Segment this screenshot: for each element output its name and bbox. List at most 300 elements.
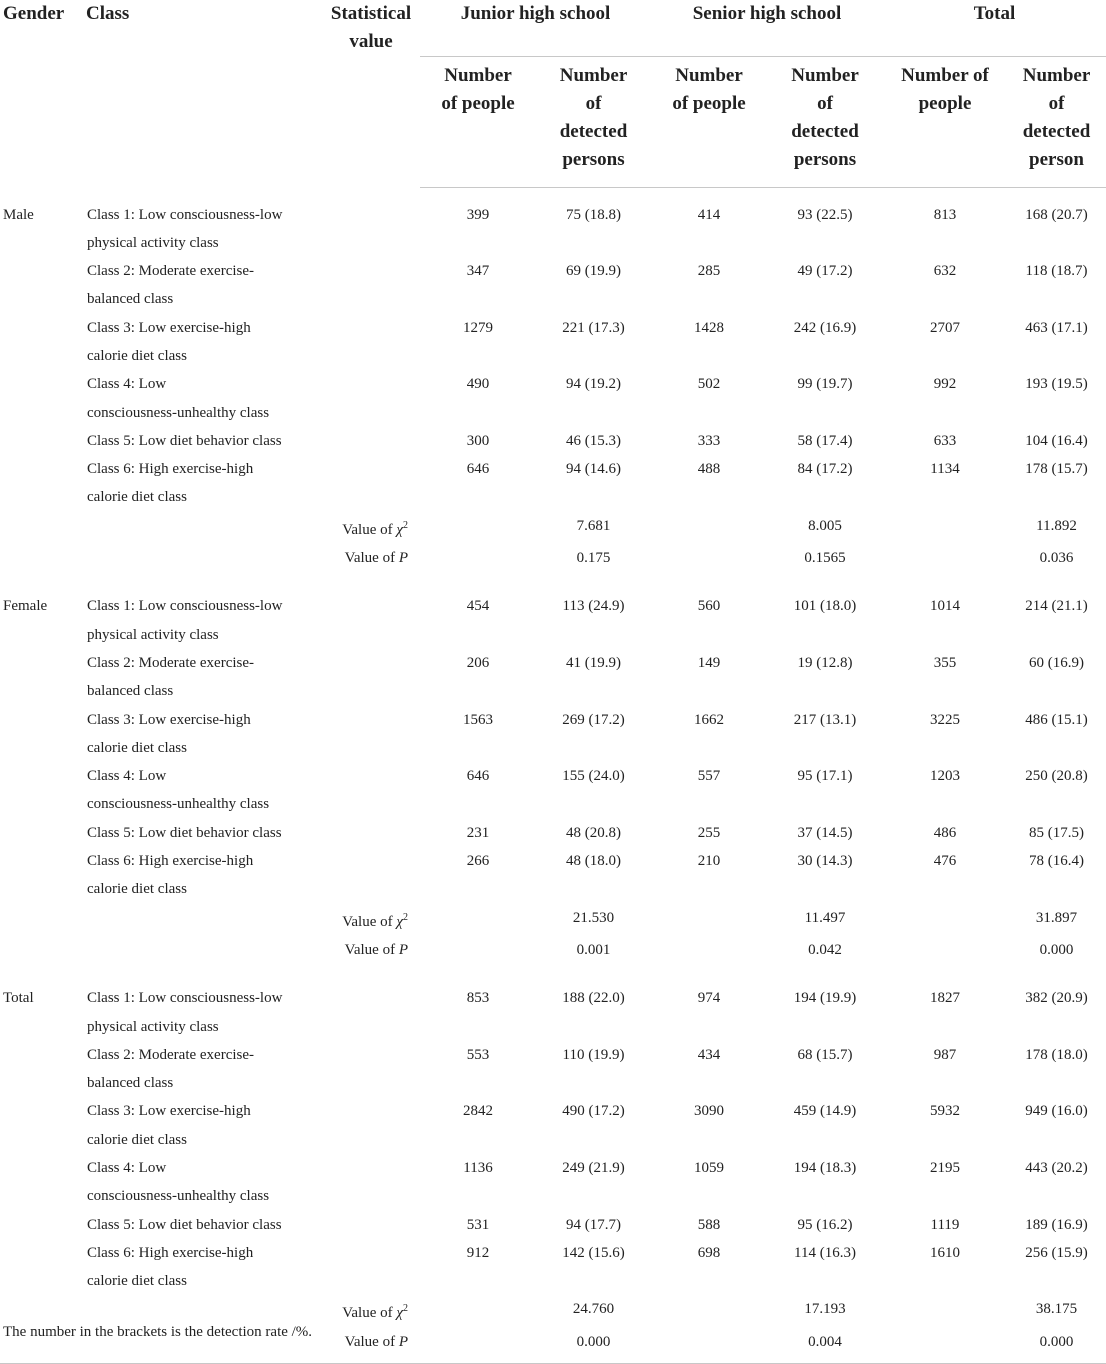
value-cell-jd: 48 (18.0) (566, 853, 621, 870)
class-line: physical activity class (87, 1018, 219, 1035)
class-line: Class 1: Low consciousness-low (87, 990, 283, 1007)
header-class: Class (86, 3, 130, 24)
chi-square-label (322, 512, 420, 544)
chi-total: 38.175 (1035, 1301, 1078, 1318)
chi-square-row (0, 904, 1106, 936)
gender-cell (0, 1239, 86, 1296)
empty-cell (883, 512, 1007, 544)
value-cell-sd: 93 (22.5) (797, 207, 853, 223)
value-cell-jd: 490 (17.2) (562, 1103, 625, 1120)
empty-cell (651, 1295, 767, 1327)
value-cell-jd: 113 (24.9) (562, 598, 625, 615)
value-cell-tn: 633 (933, 432, 957, 449)
value-cell-tn: 3225 (930, 711, 960, 728)
class-line: Class 4: Low (87, 376, 167, 393)
class-line: calorie diet class (87, 1131, 187, 1148)
value-cell-tn: 2195 (930, 1160, 960, 1176)
class-line: Class 6: High exercise-high (87, 1244, 254, 1261)
value-cell-jd: 188 (22.0) (562, 990, 625, 1007)
chi-senior: 17.193 (804, 1301, 846, 1318)
empty-cell (420, 1295, 536, 1327)
value-cell-tn: 987 (933, 1046, 957, 1063)
stat-cell (322, 188, 420, 258)
value-cell-sd: 194 (19.9) (793, 990, 857, 1007)
chi-total: 31.897 (1035, 909, 1078, 926)
gender-cell (0, 455, 86, 512)
value-cell-td: 382 (20.9) (1025, 990, 1088, 1007)
chi-senior: 11.497 (804, 909, 846, 926)
p-junior: 0.175 (576, 550, 611, 567)
value-cell-jn: 1563 (463, 711, 493, 728)
value-cell-jn: 1279 (463, 319, 493, 336)
stat-cell (322, 762, 420, 819)
value-cell-td: 85 (17.5) (1029, 824, 1084, 841)
p-total: 0.000 (1007, 1328, 1106, 1364)
chi-senior: 8.005 (808, 517, 842, 534)
value-cell-sn: 333 (697, 432, 721, 449)
value-cell-jn: 454 (466, 598, 490, 615)
stat-cell (322, 1154, 420, 1211)
subheader-sn (651, 57, 767, 188)
value-cell-sn: 285 (697, 263, 721, 280)
value-cell-td: 193 (19.5) (1025, 376, 1088, 393)
class-line: balanced class (87, 291, 174, 308)
gender-cell (0, 1097, 86, 1154)
value-cell-jn: 2842 (463, 1103, 493, 1120)
value-cell-sn: 557 (697, 768, 721, 785)
value-cell-jd: 46 (15.3) (566, 432, 621, 449)
p-total: 0.000 (1039, 941, 1074, 958)
stat-cell (322, 1097, 420, 1154)
value-cell-jd: 221 (17.3) (562, 319, 625, 336)
class-line: Class 4: Low (87, 768, 167, 785)
class-cell (86, 1211, 322, 1239)
class-cell (86, 1041, 322, 1098)
subheader-line: of people (672, 93, 746, 114)
value-cell-sn: 210 (697, 853, 721, 870)
chi-square-label (322, 1295, 420, 1327)
chi-symbol: χ (396, 1305, 403, 1322)
value-cell-sn: 255 (697, 824, 721, 841)
chi-superscript: 2 (403, 519, 408, 531)
header-stat-line2: value (349, 31, 393, 52)
value-cell-sn: 149 (697, 654, 721, 671)
empty-cell (420, 1328, 536, 1364)
table-footnote: The number in the brackets is the detection rate /%. (3, 1324, 313, 1340)
value-cell-sd: 194 (18.3) (793, 1160, 857, 1176)
class-line: physical activity class (87, 234, 219, 251)
value-cell-sd: 459 (14.9) (793, 1103, 857, 1120)
subheader-tn (883, 57, 1007, 188)
empty-cell (86, 544, 322, 579)
class-line: Class 6: High exercise-high (87, 461, 254, 478)
p-value-label (322, 936, 420, 971)
value-cell-sd: 217 (13.1) (793, 711, 857, 728)
empty-cell (420, 544, 536, 579)
gender-cell (0, 427, 86, 455)
value-cell-jn: 399 (466, 207, 490, 223)
value-cell-sd: 30 (14.3) (797, 853, 853, 870)
subheader-line: of (585, 93, 602, 114)
class-cell (86, 257, 322, 314)
class-line: Class 2: Moderate exercise- (87, 654, 255, 671)
value-cell-sd: 101 (18.0) (793, 598, 857, 615)
p-junior: 0.000 (536, 1328, 651, 1364)
stat-cell (322, 579, 420, 649)
value-cell-tn: 632 (933, 263, 957, 280)
empty-cell (651, 904, 767, 936)
class-line: Class 5: Low diet behavior class (87, 432, 282, 449)
value-cell-jd: 142 (15.6) (562, 1244, 625, 1261)
value-cell-jn: 266 (466, 853, 490, 870)
empty-cell (420, 512, 536, 544)
value-cell-sn: 488 (697, 461, 721, 478)
subheader-line: of (817, 93, 833, 114)
gender-cell (0, 1154, 86, 1211)
value-cell-td: 486 (15.1) (1025, 711, 1088, 728)
stat-cell (322, 257, 420, 314)
value-cell-tn: 355 (933, 654, 957, 671)
header-total: Total (883, 0, 1106, 57)
header-stat-line1: Statistical (330, 3, 412, 24)
empty-cell (420, 904, 536, 936)
empty-cell (651, 512, 767, 544)
p-senior: 0.004 (767, 1328, 883, 1364)
class-cell (86, 649, 322, 706)
value-cell-td: 250 (20.8) (1025, 768, 1088, 785)
empty-cell (883, 936, 1007, 971)
class-cell (86, 1239, 322, 1296)
value-cell-sd: 95 (17.1) (797, 768, 853, 785)
value-cell-tn: 813 (933, 207, 957, 223)
class-line: Class 1: Low consciousness-low (87, 206, 283, 223)
empty-cell (651, 936, 767, 971)
value-cell-jn: 646 (466, 461, 490, 478)
empty-cell (883, 1295, 1007, 1327)
table-row (0, 971, 1106, 1041)
class-cell (86, 706, 322, 763)
value-cell-jn: 206 (466, 654, 490, 671)
gender-cell: Total (3, 990, 34, 1007)
subheader-line: Number (559, 65, 628, 86)
table-row (0, 762, 1106, 819)
value-cell-td: 178 (18.0) (1025, 1046, 1088, 1063)
p-prefix: Value of (344, 941, 396, 958)
value-cell-sn: 588 (697, 1216, 721, 1233)
value-cell-td: 256 (15.9) (1025, 1244, 1088, 1261)
class-line: calorie diet class (87, 489, 187, 506)
empty-cell (86, 936, 322, 971)
gender-cell (0, 314, 86, 371)
empty-cell (0, 512, 86, 544)
value-cell-td: 214 (21.1) (1025, 598, 1088, 615)
chi-symbol: χ (396, 521, 403, 538)
value-cell-td: 104 (16.4) (1025, 432, 1088, 449)
table-header (0, 0, 1106, 188)
class-line: consciousness-unhealthy class (87, 404, 270, 421)
subheader-line: people (918, 93, 972, 114)
table-row (0, 370, 1106, 427)
value-cell-jn: 300 (466, 432, 490, 449)
p-prefix: Value of (344, 1333, 396, 1350)
p-value-row (0, 544, 1106, 579)
gender-cell (0, 762, 86, 819)
value-cell-sd: 99 (19.7) (797, 376, 853, 393)
stat-cell (322, 314, 420, 371)
p-value-row (0, 936, 1106, 971)
stat-cell (322, 706, 420, 763)
stat-cell (322, 427, 420, 455)
subheader-jn (420, 57, 536, 188)
value-cell-tn: 1014 (930, 598, 960, 615)
value-cell-tn: 476 (933, 853, 957, 870)
value-cell-jd: 69 (19.9) (566, 263, 621, 280)
gender-cell (0, 706, 86, 763)
value-cell-td: 60 (16.9) (1029, 654, 1084, 671)
value-cell-jd: 269 (17.2) (562, 711, 625, 728)
class-line: calorie diet class (87, 739, 187, 756)
stat-cell (322, 1041, 420, 1098)
subheader-line: Number of (901, 65, 989, 86)
table-body (0, 188, 1106, 1364)
gender-cell: Female (3, 598, 48, 615)
value-cell-td: 949 (16.0) (1025, 1103, 1088, 1120)
subheader-line: Number (791, 65, 859, 86)
chi-symbol: χ (396, 913, 403, 930)
value-cell-jd: 75 (18.8) (566, 207, 621, 223)
p-symbol: P (398, 941, 408, 958)
empty-cell (883, 904, 1007, 936)
class-line: calorie diet class (87, 1273, 187, 1290)
chi-prefix: Value of (342, 913, 393, 930)
gender-cell (0, 1041, 86, 1098)
class-cell (86, 819, 322, 847)
p-junior: 0.001 (576, 941, 611, 958)
table-row (0, 649, 1106, 706)
empty-cell (0, 544, 86, 579)
subheader-line: of (1048, 93, 1065, 114)
class-line: Class 2: Moderate exercise- (87, 263, 255, 280)
gender-cell (0, 370, 86, 427)
empty-cell (651, 544, 767, 579)
subheader-line: detected (791, 121, 859, 142)
p-total: 0.036 (1039, 550, 1074, 567)
value-cell-td: 189 (16.9) (1025, 1216, 1088, 1233)
value-cell-sd: 68 (15.7) (797, 1046, 853, 1063)
empty-cell (651, 1328, 767, 1364)
value-cell-sn: 3090 (694, 1103, 724, 1120)
class-line: Class 3: Low exercise-high (87, 319, 251, 336)
value-cell-sn: 434 (697, 1046, 721, 1063)
class-line: Class 5: Low diet behavior class (87, 824, 282, 841)
gender-cell (0, 649, 86, 706)
value-cell-sd: 19 (12.8) (797, 654, 853, 671)
value-cell-tn: 992 (933, 376, 957, 393)
class-line: Class 3: Low exercise-high (87, 1103, 251, 1120)
class-cell (86, 455, 322, 512)
stat-cell (322, 370, 420, 427)
value-cell-sd: 84 (17.2) (797, 461, 853, 478)
gender-cell (0, 1211, 86, 1239)
value-cell-jd: 110 (19.9) (562, 1046, 625, 1063)
value-cell-jd: 94 (14.6) (566, 461, 621, 478)
table-row (0, 706, 1106, 763)
class-line: Class 6: High exercise-high (87, 853, 254, 870)
gender-cell (0, 819, 86, 847)
class-line: balanced class (87, 1075, 174, 1092)
chi-superscript: 2 (403, 1303, 408, 1315)
value-cell-jn: 646 (466, 768, 490, 785)
value-cell-sn: 1428 (694, 319, 724, 336)
subheader-jd (536, 57, 651, 188)
chi-prefix: Value of (342, 1305, 393, 1322)
subheader-line: person (1029, 149, 1084, 170)
stat-cell (322, 455, 420, 512)
stat-cell (322, 1211, 420, 1239)
table-row (0, 455, 1106, 512)
p-symbol: P (398, 550, 408, 567)
class-cell (86, 847, 322, 904)
class-line: Class 1: Low consciousness-low (87, 598, 283, 615)
class-line: consciousness-unhealthy class (87, 796, 270, 813)
table-row (0, 1211, 1106, 1239)
p-prefix: Value of (344, 550, 396, 567)
class-line: Class 3: Low exercise-high (87, 711, 251, 728)
class-line: Class 4: Low (87, 1160, 167, 1176)
class-cell (86, 1154, 322, 1211)
class-line: Class 2: Moderate exercise- (87, 1046, 255, 1063)
empty-cell (883, 1328, 1007, 1364)
p-symbol: P (398, 1333, 408, 1350)
table-row (0, 847, 1106, 904)
value-cell-sd: 114 (16.3) (794, 1244, 856, 1261)
class-line: calorie diet class (87, 881, 187, 898)
value-cell-sd: 95 (16.2) (797, 1216, 853, 1233)
table-row (0, 1097, 1106, 1154)
value-cell-jn: 231 (466, 824, 490, 841)
chi-square-label (322, 904, 420, 936)
value-cell-jd: 94 (17.7) (566, 1216, 621, 1233)
table-row (0, 314, 1106, 371)
value-cell-jn: 553 (466, 1046, 490, 1063)
table-row (0, 1239, 1106, 1296)
value-cell-jd: 94 (19.2) (566, 376, 621, 393)
value-cell-sd: 37 (14.5) (797, 824, 853, 841)
subheader-line: persons (793, 149, 857, 170)
stat-cell (322, 649, 420, 706)
value-cell-sd: 58 (17.4) (797, 432, 853, 449)
value-cell-tn: 1610 (930, 1244, 960, 1261)
value-cell-sn: 1662 (694, 711, 724, 728)
value-cell-sd: 49 (17.2) (797, 263, 853, 280)
subheader-line: persons (562, 149, 625, 170)
value-cell-tn: 2707 (930, 319, 960, 336)
empty-cell (420, 936, 536, 971)
value-cell-tn: 1203 (930, 768, 960, 785)
empty-cell (0, 936, 86, 971)
value-cell-sn: 974 (697, 990, 721, 1007)
gender-cell (0, 257, 86, 314)
value-cell-td: 178 (15.7) (1025, 461, 1088, 478)
empty-cell (883, 544, 1007, 579)
gender-cell: Male (3, 206, 34, 223)
value-cell-jd: 155 (24.0) (562, 768, 625, 785)
value-cell-jd: 249 (21.9) (562, 1160, 625, 1176)
value-cell-td: 78 (16.4) (1029, 853, 1084, 870)
value-cell-tn: 1119 (930, 1216, 960, 1233)
p-value-label (322, 544, 420, 579)
stat-cell (322, 971, 420, 1041)
p-senior: 0.042 (808, 941, 842, 958)
subheader-sd (767, 57, 883, 188)
table-row (0, 188, 1106, 258)
value-cell-sn: 1059 (694, 1160, 724, 1176)
value-cell-sn: 502 (697, 376, 721, 393)
class-line: Class 5: Low diet behavior class (87, 1216, 282, 1233)
subheader-line: Number (444, 65, 512, 86)
table-row (0, 579, 1106, 649)
value-cell-td: 118 (18.7) (1025, 263, 1088, 280)
table-row (0, 819, 1106, 847)
value-cell-jn: 490 (466, 376, 490, 393)
header-statistical-value (322, 0, 420, 188)
empty-cell (0, 904, 86, 936)
value-cell-sd: 242 (16.9) (793, 319, 857, 336)
class-line: consciousness-unhealthy class (87, 1188, 270, 1205)
value-cell-tn: 486 (933, 824, 957, 841)
value-cell-sn: 560 (697, 598, 721, 615)
value-cell-td: 463 (17.1) (1025, 319, 1088, 336)
table-row (0, 1154, 1106, 1211)
value-cell-jn: 853 (466, 990, 490, 1007)
stat-cell (322, 819, 420, 847)
table-row (0, 1041, 1106, 1098)
value-cell-sn: 698 (697, 1244, 721, 1261)
chi-square-row (0, 512, 1106, 544)
value-cell-tn: 1134 (930, 461, 960, 478)
value-cell-jd: 48 (20.8) (566, 824, 621, 841)
value-cell-jn: 912 (466, 1244, 490, 1261)
p-senior: 0.1565 (804, 550, 846, 567)
value-cell-tn: 5932 (930, 1103, 960, 1120)
value-cell-td: 443 (20.2) (1025, 1160, 1088, 1176)
value-cell-jn: 1136 (463, 1160, 493, 1176)
chi-junior: 21.530 (572, 909, 615, 926)
subheader-line: of people (441, 93, 515, 114)
value-cell-tn: 1827 (930, 990, 960, 1007)
subheader-line: detected (1022, 121, 1091, 142)
class-cell (86, 579, 322, 649)
class-cell (86, 971, 322, 1041)
subheader-line: detected (559, 121, 628, 142)
value-cell-jd: 41 (19.9) (566, 654, 621, 671)
class-cell (86, 314, 322, 371)
chi-prefix: Value of (342, 521, 393, 538)
class-cell (86, 427, 322, 455)
empty-cell (86, 904, 322, 936)
subheader-td (1007, 57, 1106, 188)
value-cell-sn: 414 (697, 207, 721, 223)
class-cell (86, 762, 322, 819)
gender-cell (0, 847, 86, 904)
class-cell (86, 370, 322, 427)
header-senior-high: Senior high school (651, 0, 883, 57)
subheader-line: Number (1022, 65, 1091, 86)
table-row (0, 427, 1106, 455)
header-gender: Gender (3, 3, 65, 24)
p-value-label (322, 1328, 420, 1364)
chi-total: 11.892 (1036, 517, 1077, 534)
